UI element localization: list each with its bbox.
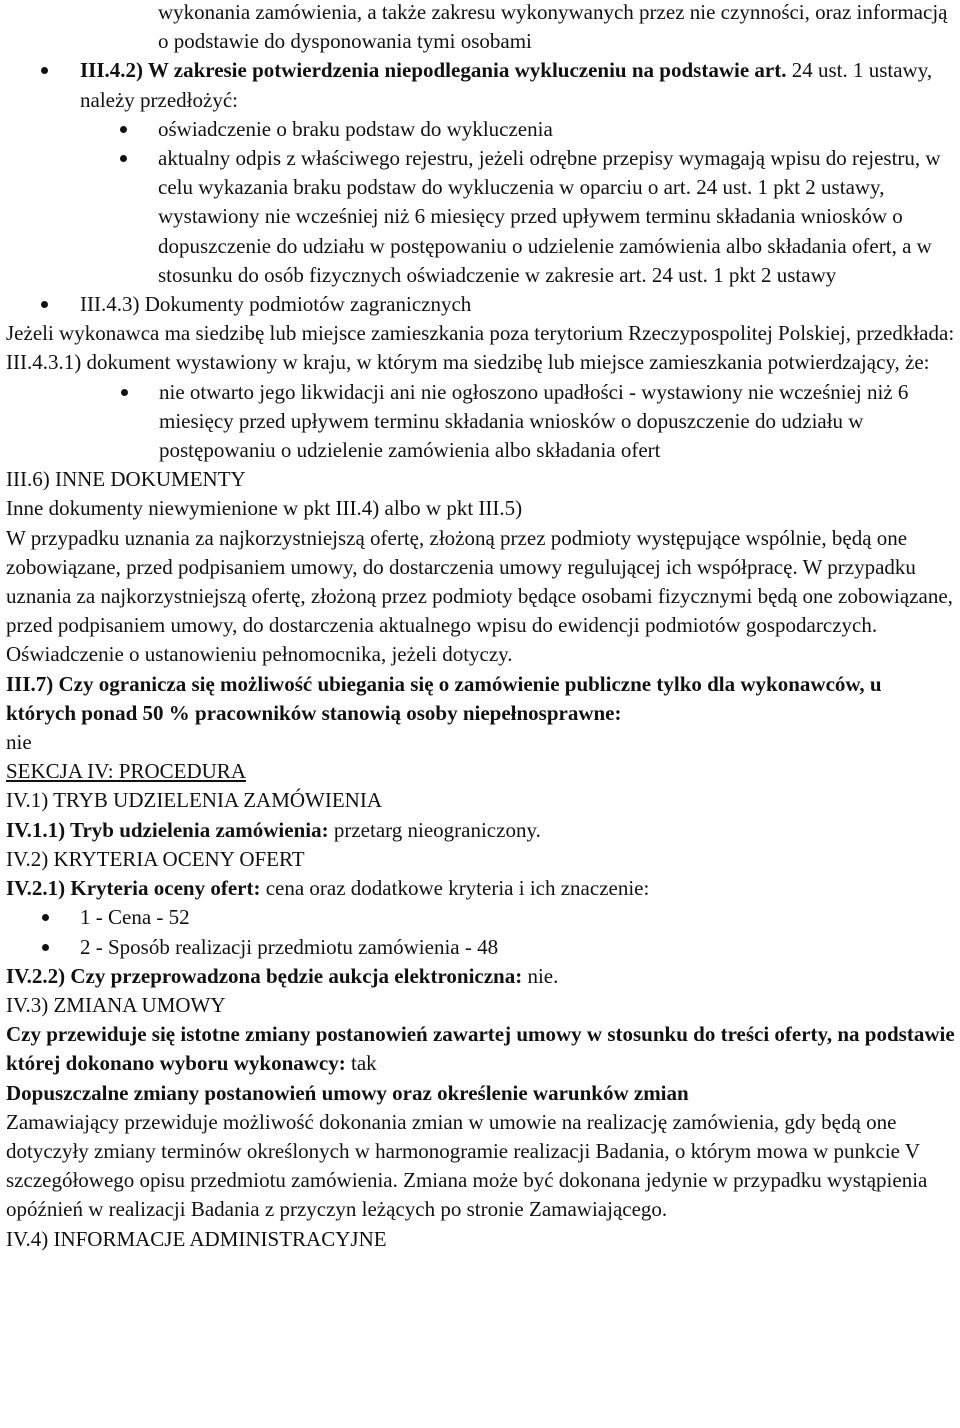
iv22-line [6,962,956,991]
iv11-line [6,816,956,845]
iv4-heading: IV.4) INFORMACJE ADMINISTRACYJNE [6,1226,387,1251]
iv3-question: Czy przewiduje się istotne zmiany postanowień zawartej umowy w stosunku do treści oferty, na podstawie której dokonano wyboru wykonawcy: [6,1022,955,1076]
iv3-question-line [6,1020,956,1078]
iii42-items [6,115,956,290]
bullet-icon [41,301,48,308]
list-item-text: oświadczenie o braku podstaw do wykluczenia [158,116,553,141]
iv3-answer: tak [345,1051,377,1076]
list-item [158,144,956,290]
iv2-heading: IV.2) KRYTERIA OCENY OFERT [6,846,305,871]
iii42-heading [80,56,956,114]
iii431-subheading: III.4.3.1) dokument wystawiony w kraju, w którym ma siedzibę lub miejsce zamieszkania potwierdzający, że: [6,350,930,375]
criterion-text: 2 - Sposób realizacji przedmiotu zamówienia - 48 [80,934,499,959]
iv21-label: IV.2.1) Kryteria oceny ofert: [6,876,261,901]
list-item-text: nie otwarto jego likwidacji ani nie ogłoszono upadłości - wystawiony nie wcześniej niż 6 miesięcy przed upływem terminu składania wniosków o dopuszczenie do udziału w postępowaniu o udzielenie zamówienia albo składania ofert [159,379,909,463]
iii431-items [6,378,956,466]
iii6-heading: III.6) INNE DOKUMENTY [6,467,246,492]
iv22-label: IV.2.2) Czy przeprowadzona będzie aukcja elektroniczna: [6,963,523,988]
iv21-line [6,874,956,903]
iv3-sub-heading: Dopuszczalne zmiany postanowień umowy oraz określenie warunków zmian [6,1080,689,1105]
iii6-body: W przypadku uznania za najkorzystniejszą ofertę, złożoną przez podmioty występujące wspólnie, będą one zobowiązane, przed podpisaniem umowy, do dostarczenia umowy regulującej ich współpracę. W przypadku uznania za najkorzystniejszą ofertę, złożoną przez podmioty będące osobami fizycznymi będą one zobowiązane, przed podpisaniem umowy, do dostarczenia aktualnego wpisu do ewidencji podmiotów gospodarczych. Oświadczenie o ustanowieniu pełnomocnika, jeżeli dotyczy. [6,525,953,667]
iii6-subheading: Inne dokumenty niewymienione w pkt III.4) albo w pkt III.5) [6,496,523,521]
list-item [159,378,956,466]
iii43-intro: Jeżeli wykonawca ma siedzibę lub miejsce zamieszkania poza terytorium Rzeczypospolitej Polskiej, przedkłada: [6,321,955,346]
document-page [6,0,956,1254]
list-item [158,115,956,144]
iii7-question: III.7) Czy ogranicza się możliwość ubiegania się o zamówienie publiczne tylko dla wykonawców, u których ponad 50 % pracowników stanowią osoby niepełnosprawne: [6,671,882,725]
iv22-value: nie. [522,963,559,988]
iii42-heading-rest: 24 ust. 1 ustawy, należy przedłożyć: [80,58,933,112]
iii43-list [6,290,956,319]
iv1-heading: IV.1) TRYB UDZIELENIA ZAMÓWIENIA [6,788,383,813]
iii42-list [6,56,956,114]
bullet-icon [120,155,127,162]
iii43-heading-text: III.4.3) Dokumenty podmiotów zagranicznych [80,292,472,317]
criteria-list [6,903,956,961]
criterion-text: 1 - Cena - 52 [80,905,190,930]
list-item-text: aktualny odpis z właściwego rejestru, jeżeli odrębne przepisy wymagają wpisu do rejestru, w celu wykazania braku podstaw do wykluczenia w oparciu o art. 24 ust. 1 pkt 2 ustawy, wystawiony nie wcześniej niż 6 miesięcy przed upływem terminu składania wniosków o dopuszczenie do udziału w postępowaniu o udzielenie zamówienia albo składania ofert, a w stosunku do osób fizycznych oświadczenie w zakresie art. 24 ust. 1 pkt 2 ustawy [158,146,941,287]
bullet-icon [42,914,49,921]
iv3-body: Zamawiający przewiduje możliwość dokonania zmian w umowie na realizację zamówienia, gdy będą one dotyczyły zmiany terminów określonych w harmonogramie realizacji Badania, o którym mowa w punkcie V szczegółowego opisu przedmiotu zamówienia. Zmiana może być dokonana jedynie w przypadku wystąpienia opóźnień w realizacji Badania z przyczyn leżących po stronie Zamawiającego. [6,1109,928,1222]
iii43-heading [80,290,956,319]
bullet-icon [121,389,128,396]
bullet-icon [41,67,48,74]
iv3-heading: IV.3) ZMIANA UMOWY [6,992,226,1017]
iii42-heading-bold: III.4.2) W zakresie potwierdzenia niepodlegania wykluczeniu na podstawie art. [80,58,787,83]
iii7-answer: nie [6,730,32,755]
top-continuation-text: wykonania zamówienia, a także zakresu wykonywanych przez nie czynności, oraz informacją o podstawie do dysponowania tymi osobami [158,0,948,54]
bullet-icon [42,944,49,951]
iv11-value: przetarg nieograniczony. [328,817,541,842]
bullet-icon [120,126,127,133]
iv21-value: cena oraz dodatkowe kryteria i ich znaczenie: [260,876,650,901]
list-item [80,933,956,962]
section-iv-title: SEKCJA IV: PROCEDURA [6,759,246,784]
list-item [80,903,956,932]
iv11-label: IV.1.1) Tryb udzielenia zamówienia: [6,817,329,842]
